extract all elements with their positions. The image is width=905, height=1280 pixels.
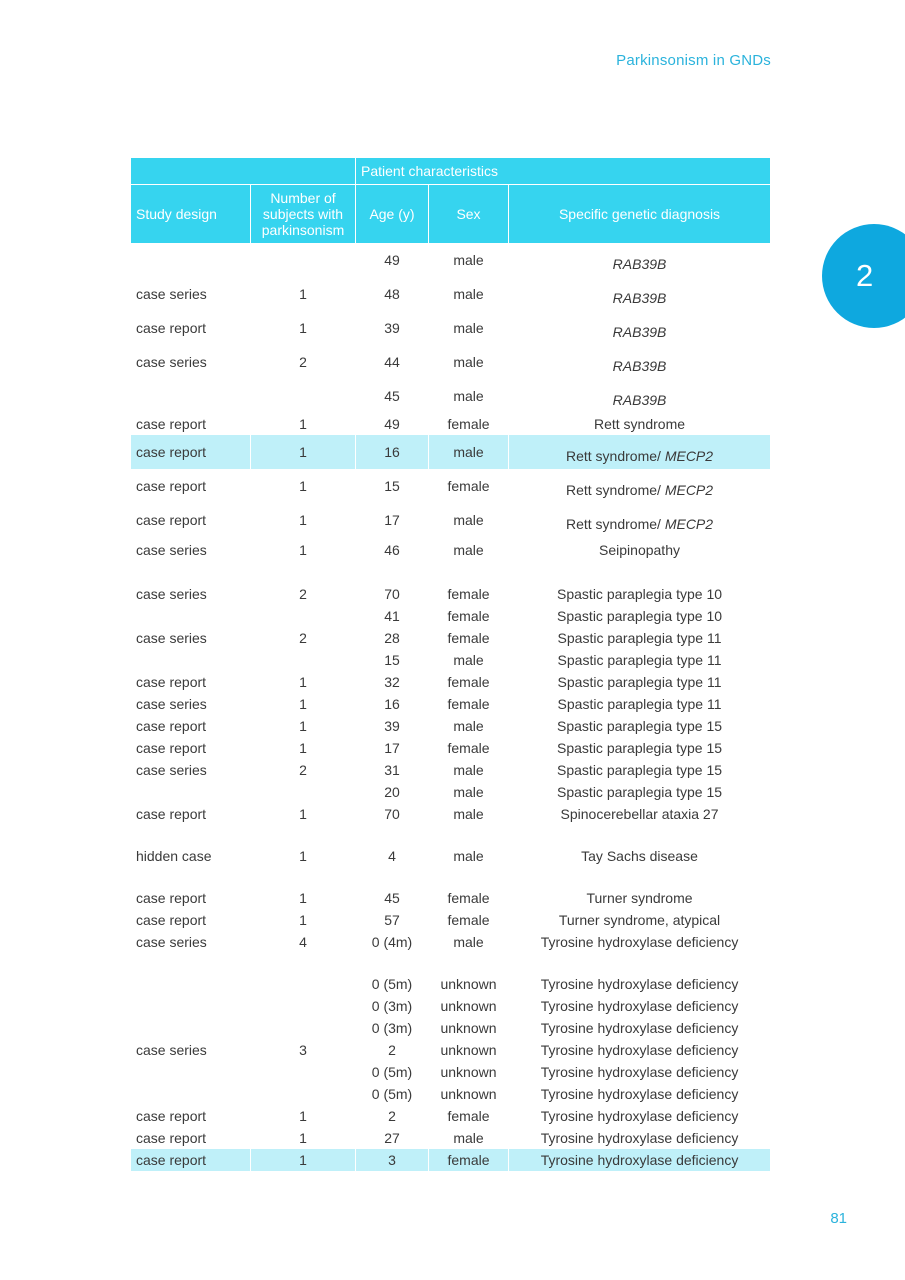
cell-age: 16 [356, 693, 429, 715]
table-row [131, 649, 771, 671]
cell-age: 57 [356, 909, 429, 931]
cell-number-subjects: 1 [251, 715, 356, 737]
table-row [131, 1127, 771, 1149]
cell-sex: female [429, 1105, 509, 1127]
diagnosis-text: Rett syndrome [593, 416, 686, 432]
cell-age: 15 [356, 649, 429, 671]
cell-diagnosis [509, 563, 771, 605]
cell-number-subjects: 1 [251, 503, 356, 537]
diagnosis-text: Spastic paraplegia type 15 [557, 740, 723, 756]
cell-study-design: case series [131, 759, 251, 781]
cell-age: 16 [356, 435, 429, 469]
cell-age: 4 [356, 825, 429, 867]
cell-age: 17 [356, 503, 429, 537]
cell-sex: unknown [429, 1083, 509, 1105]
cell-number-subjects [251, 1017, 356, 1039]
cell-study-design [131, 243, 251, 277]
diagnosis-text: Tyrosine hydroxylase deficiency [540, 998, 739, 1014]
cell-diagnosis [509, 537, 771, 563]
diagnosis-text: Tyrosine hydroxylase deficiency [540, 1020, 739, 1036]
cell-age: 48 [356, 277, 429, 311]
cell-study-design: case report [131, 803, 251, 825]
gene-name: RAB39B [612, 358, 667, 374]
cell-diagnosis [509, 1105, 771, 1127]
cell-diagnosis [509, 503, 771, 537]
cell-diagnosis [509, 995, 771, 1017]
cell-number-subjects: 2 [251, 759, 356, 781]
cell-age: 49 [356, 413, 429, 435]
diagnosis-text: Spastic paraplegia type 15 [557, 762, 723, 778]
cell-sex: female [429, 1149, 509, 1171]
cell-diagnosis [509, 1039, 771, 1061]
table-body [131, 243, 771, 1171]
diagnosis-text: Spastic paraplegia type 11 [557, 696, 722, 712]
cell-study-design: case series [131, 693, 251, 715]
cell-study-design: case report [131, 435, 251, 469]
diagnosis-text: Rett syndrome/ [565, 482, 665, 498]
cell-study-design: case report [131, 1105, 251, 1127]
cell-age: 45 [356, 379, 429, 413]
diagnosis-text: Tyrosine hydroxylase deficiency [540, 1152, 739, 1168]
table-row [131, 825, 771, 867]
cell-age: 31 [356, 759, 429, 781]
cell-sex: male [429, 379, 509, 413]
table-row [131, 1061, 771, 1083]
cell-number-subjects: 2 [251, 563, 356, 605]
cell-diagnosis [509, 649, 771, 671]
cell-study-design [131, 649, 251, 671]
cell-study-design [131, 1017, 251, 1039]
table-row [131, 995, 771, 1017]
group-header-patient: Patient characteristics [356, 158, 771, 185]
group-header-blank [131, 158, 356, 185]
cell-age: 15 [356, 469, 429, 503]
cell-number-subjects: 1 [251, 277, 356, 311]
diagnosis-text: Spastic paraplegia type 15 [557, 718, 723, 734]
cell-study-design: case series [131, 627, 251, 649]
gene-name: MECP2 [664, 516, 714, 532]
cell-sex: male [429, 1127, 509, 1149]
cell-study-design: case report [131, 413, 251, 435]
cell-number-subjects: 3 [251, 1039, 356, 1061]
table-row [131, 277, 771, 311]
diagnosis-text: Tay Sachs disease [581, 848, 698, 864]
diagnosis-text: Tyrosine hydroxylase deficiency [540, 976, 739, 992]
cell-sex: male [429, 931, 509, 953]
diagnosis-text: Spastic paraplegia type 11 [557, 674, 722, 690]
cell-sex: male [429, 345, 509, 379]
cell-sex: female [429, 563, 509, 605]
cell-diagnosis [509, 605, 771, 627]
cell-sex: female [429, 627, 509, 649]
cell-sex: male [429, 311, 509, 345]
cell-age: 44 [356, 345, 429, 379]
table-row [131, 1105, 771, 1127]
group-header-row [131, 158, 771, 185]
cell-number-subjects: 1 [251, 803, 356, 825]
cell-study-design [131, 605, 251, 627]
diagnosis-text: Spinocerebellar ataxia 27 [560, 806, 719, 822]
cell-age: 70 [356, 803, 429, 825]
cell-sex: male [429, 715, 509, 737]
cell-sex: male [429, 781, 509, 803]
cell-number-subjects: 2 [251, 345, 356, 379]
cell-sex: male [429, 537, 509, 563]
gene-name: MECP2 [664, 482, 714, 498]
cell-sex: male [429, 759, 509, 781]
cell-study-design: case report [131, 715, 251, 737]
cell-sex: male [429, 277, 509, 311]
diagnosis-text: Seipinopathy [599, 542, 680, 558]
diagnosis-text: Rett syndrome/ [565, 448, 665, 464]
diagnosis-text: Spastic paraplegia type 10 [557, 608, 723, 624]
cell-age: 28 [356, 627, 429, 649]
cell-age: 17 [356, 737, 429, 759]
cell-age: 32 [356, 671, 429, 693]
table-row [131, 469, 771, 503]
table-row [131, 781, 771, 803]
cell-study-design [131, 995, 251, 1017]
cell-number-subjects: 1 [251, 435, 356, 469]
header-sex: Sex [429, 185, 509, 244]
header-number-subjects: Number of subjects with parkinsonism [251, 185, 356, 244]
cell-diagnosis [509, 715, 771, 737]
cell-diagnosis [509, 1127, 771, 1149]
table-row [131, 1149, 771, 1171]
gene-name: RAB39B [612, 324, 667, 340]
cell-study-design: case series [131, 563, 251, 605]
cell-sex: unknown [429, 1039, 509, 1061]
table-row [131, 563, 771, 605]
diagnosis-text: Tyrosine hydroxylase deficiency [540, 1042, 739, 1058]
cell-number-subjects [251, 953, 356, 995]
cell-number-subjects [251, 781, 356, 803]
table-row [131, 413, 771, 435]
diagnosis-text: Spastic paraplegia type 15 [557, 784, 723, 800]
cell-number-subjects: 1 [251, 737, 356, 759]
table-row [131, 627, 771, 649]
cell-age: 0 (5m) [356, 1083, 429, 1105]
cell-age: 70 [356, 563, 429, 605]
cell-age: 20 [356, 781, 429, 803]
cell-number-subjects: 1 [251, 909, 356, 931]
cell-study-design: case series [131, 1039, 251, 1061]
cell-number-subjects: 1 [251, 693, 356, 715]
cell-study-design: case report [131, 671, 251, 693]
cell-number-subjects [251, 1061, 356, 1083]
cell-age: 0 (3m) [356, 995, 429, 1017]
table-row [131, 715, 771, 737]
cell-study-design: case series [131, 277, 251, 311]
cell-sex: female [429, 867, 509, 909]
table-row [131, 759, 771, 781]
diagnosis-text: Tyrosine hydroxylase deficiency [540, 934, 739, 950]
cell-age: 41 [356, 605, 429, 627]
cell-diagnosis [509, 931, 771, 953]
cell-diagnosis [509, 803, 771, 825]
diagnosis-text: Spastic paraplegia type 11 [557, 652, 722, 668]
cell-sex: unknown [429, 1061, 509, 1083]
chapter-tab: 2 [822, 224, 905, 328]
cell-diagnosis [509, 781, 771, 803]
cell-diagnosis [509, 953, 771, 995]
cell-number-subjects [251, 243, 356, 277]
cell-number-subjects: 1 [251, 537, 356, 563]
cell-age: 45 [356, 867, 429, 909]
cell-age: 0 (3m) [356, 1017, 429, 1039]
table-row [131, 1083, 771, 1105]
cell-age: 3 [356, 1149, 429, 1171]
table-row [131, 345, 771, 379]
gene-name: RAB39B [612, 256, 667, 272]
diagnosis-text: Spastic paraplegia type 11 [557, 630, 722, 646]
cell-sex: unknown [429, 995, 509, 1017]
cell-study-design: hidden case [131, 825, 251, 867]
cell-age: 46 [356, 537, 429, 563]
table-row [131, 1039, 771, 1061]
cell-number-subjects [251, 605, 356, 627]
cell-number-subjects: 1 [251, 825, 356, 867]
table-row [131, 243, 771, 277]
cell-sex: female [429, 909, 509, 931]
cell-age: 2 [356, 1105, 429, 1127]
table-row [131, 803, 771, 825]
cell-sex: unknown [429, 953, 509, 995]
running-head: Parkinsonism in GNDs [616, 52, 771, 69]
diagnosis-text: Tyrosine hydroxylase deficiency [540, 1086, 739, 1102]
header-diagnosis: Specific genetic diagnosis [509, 185, 771, 244]
cell-sex: female [429, 737, 509, 759]
table-row [131, 537, 771, 563]
cell-study-design: case report [131, 503, 251, 537]
cell-number-subjects: 1 [251, 1127, 356, 1149]
gene-name: RAB39B [612, 290, 667, 306]
cell-diagnosis [509, 627, 771, 649]
page-number: 81 [830, 1210, 847, 1227]
cell-age: 0 (5m) [356, 1061, 429, 1083]
cell-study-design [131, 1061, 251, 1083]
cell-sex: male [429, 649, 509, 671]
table-row [131, 1017, 771, 1039]
table-row [131, 671, 771, 693]
cell-number-subjects: 1 [251, 413, 356, 435]
cell-sex: female [429, 605, 509, 627]
cell-diagnosis [509, 909, 771, 931]
table-row [131, 737, 771, 759]
table-row [131, 605, 771, 627]
cell-number-subjects: 4 [251, 931, 356, 953]
cell-sex: female [429, 469, 509, 503]
cell-sex: male [429, 803, 509, 825]
table-row [131, 953, 771, 995]
cell-study-design [131, 953, 251, 995]
cell-number-subjects: 1 [251, 311, 356, 345]
cell-age: 2 [356, 1039, 429, 1061]
cell-diagnosis [509, 1061, 771, 1083]
table-row [131, 693, 771, 715]
gene-name: RAB39B [612, 392, 667, 408]
cell-sex: male [429, 825, 509, 867]
cell-study-design: case report [131, 867, 251, 909]
cell-sex: female [429, 693, 509, 715]
diagnosis-text: Tyrosine hydroxylase deficiency [540, 1064, 739, 1080]
data-table [130, 158, 771, 1171]
cell-number-subjects [251, 649, 356, 671]
cell-diagnosis [509, 277, 771, 311]
cell-diagnosis [509, 379, 771, 413]
cell-study-design: case series [131, 345, 251, 379]
cell-diagnosis [509, 1083, 771, 1105]
table-row [131, 503, 771, 537]
cell-diagnosis [509, 311, 771, 345]
header-age: Age (y) [356, 185, 429, 244]
diagnosis-text: Spastic paraplegia type 10 [557, 586, 723, 602]
cell-diagnosis [509, 345, 771, 379]
cell-study-design [131, 781, 251, 803]
cell-sex: male [429, 243, 509, 277]
cell-diagnosis [509, 737, 771, 759]
cell-age: 39 [356, 715, 429, 737]
cell-diagnosis [509, 469, 771, 503]
cell-number-subjects [251, 995, 356, 1017]
cell-age: 0 (4m) [356, 931, 429, 953]
table-row [131, 867, 771, 909]
cell-sex: unknown [429, 1017, 509, 1039]
cell-study-design: case series [131, 537, 251, 563]
table-row [131, 311, 771, 345]
column-header-row [131, 185, 771, 244]
cell-number-subjects: 1 [251, 1149, 356, 1171]
cell-number-subjects [251, 1083, 356, 1105]
gene-name: MECP2 [664, 448, 714, 464]
cell-number-subjects: 1 [251, 671, 356, 693]
cell-study-design: case series [131, 931, 251, 953]
table-row [131, 379, 771, 413]
cell-age: 0 (5m) [356, 953, 429, 995]
cell-study-design: case report [131, 1127, 251, 1149]
cell-diagnosis [509, 243, 771, 277]
cell-study-design: case report [131, 1149, 251, 1171]
cell-number-subjects [251, 379, 356, 413]
cell-number-subjects: 1 [251, 1105, 356, 1127]
cell-diagnosis [509, 413, 771, 435]
table-row [131, 931, 771, 953]
cell-diagnosis [509, 435, 771, 469]
table-row [131, 909, 771, 931]
cell-study-design [131, 1083, 251, 1105]
diagnosis-text: Turner syndrome [586, 890, 693, 906]
cell-diagnosis [509, 693, 771, 715]
cell-age: 39 [356, 311, 429, 345]
diagnosis-text: Tyrosine hydroxylase deficiency [540, 1108, 739, 1124]
table-row [131, 435, 771, 469]
cell-study-design [131, 379, 251, 413]
cell-diagnosis [509, 867, 771, 909]
cell-sex: female [429, 671, 509, 693]
cell-diagnosis [509, 825, 771, 867]
cell-age: 27 [356, 1127, 429, 1149]
cell-study-design: case report [131, 909, 251, 931]
diagnosis-text: Tyrosine hydroxylase deficiency [540, 1130, 739, 1146]
cell-diagnosis [509, 1017, 771, 1039]
cell-sex: female [429, 413, 509, 435]
cell-sex: male [429, 435, 509, 469]
cell-age: 49 [356, 243, 429, 277]
diagnosis-text: Rett syndrome/ [565, 516, 665, 532]
cell-study-design: case report [131, 311, 251, 345]
diagnosis-text: Turner syndrome, atypical [558, 912, 721, 928]
cell-study-design: case report [131, 737, 251, 759]
header-study-design: Study design [131, 185, 251, 244]
cell-number-subjects: 1 [251, 867, 356, 909]
cell-number-subjects: 1 [251, 469, 356, 503]
cell-study-design: case report [131, 469, 251, 503]
cell-sex: male [429, 503, 509, 537]
cell-diagnosis [509, 759, 771, 781]
cell-diagnosis [509, 671, 771, 693]
cell-diagnosis [509, 1149, 771, 1171]
cell-number-subjects: 2 [251, 627, 356, 649]
